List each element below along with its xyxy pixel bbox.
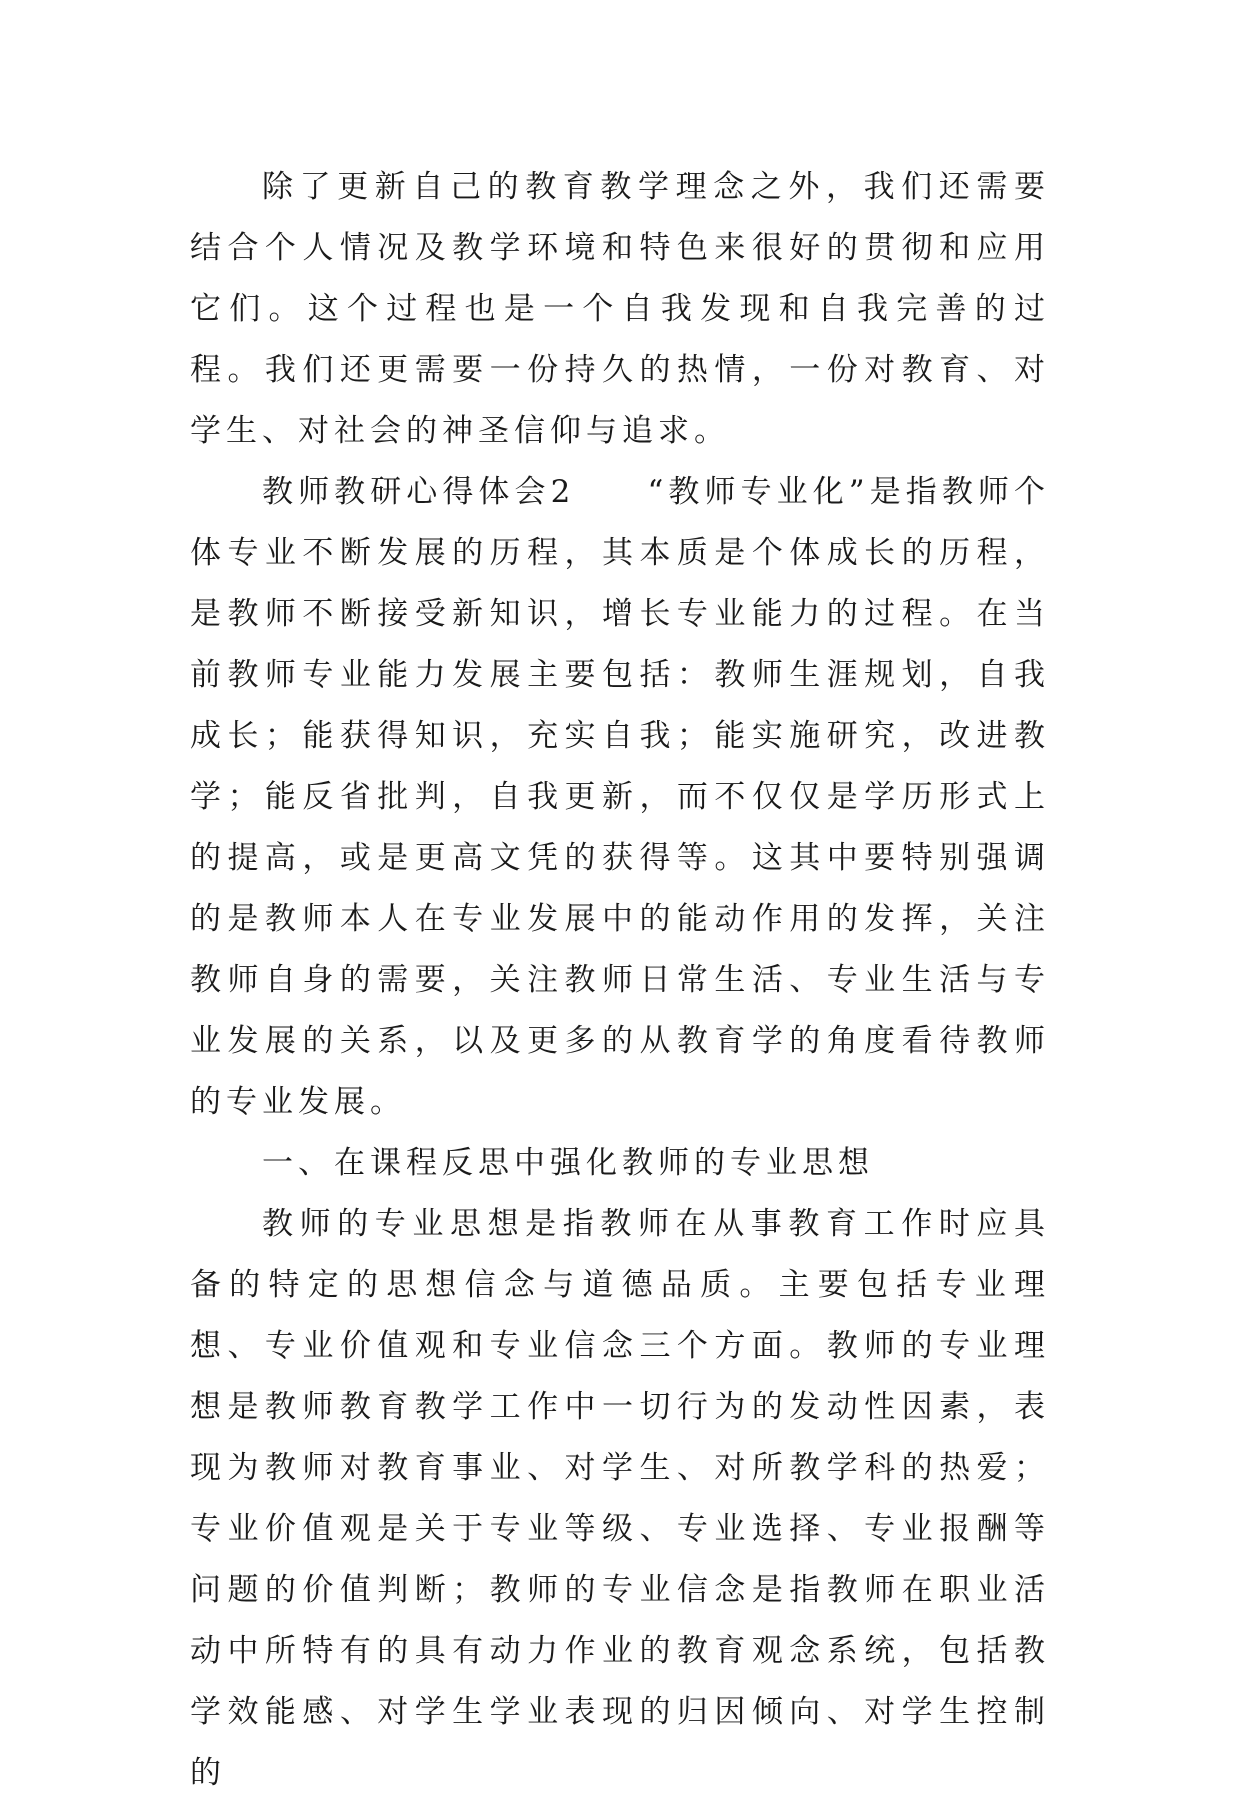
paragraph-1: 除了更新自己的教育教学理念之外，我们还需要结合个人情况及教学环境和特色来很好的贯彻和应用它们。这个过程也是一个自我发现和自我完善的过程。我们还更需要一份持久的热情，一份对教育、对学生、对社会的神圣信仰与追求。 [190,169,1050,449]
paragraph-2: 教师教研心得体会2 “教师专业化”是指教师个体专业不断发展的历程，其本质是个体成长的历程，是教师不断接受新知识，增长专业能力的过程。在当前教师专业能力发展主要包括：教师生涯规划，自我成长；能获得知识，充实自我；能实施研究，改进教学；能反省批判，自我更新，而不仅仅是学历形式上的提高，或是更高文凭的获得等。这其中要特别强调的是教师本人在专业发展中的能动作用的发挥，关注教师自身的需要，关注教师日常生活、专业生活与专业发展的关系，以及更多的从教育学的角度看待教师的专业发展。 [190,474,1050,1120]
section-heading: 一、在课程反思中强化教师的专业思想 [262,1145,874,1181]
paragraph-3: 教师的专业思想是指教师在从事教育工作时应具备的特定的思想信念与道德品质。主要包括专业理想、专业价值观和专业信念三个方面。教师的专业理想是教师教育教学工作中一切行为的发动性因素，表现为教师对教育事业、对学生、对所教学科的热爱；专业价值观是关于专业等级、专业选择、专业报酬等问题的价值判断；教师的专业信念是指教师在职业活动中所特有的具有动力作业的教育观念系统，包括教学效能感、对学生学业表现的归因倾向、对学生控制的 [190,1206,1050,1791]
document-body [190,157,1050,1804]
